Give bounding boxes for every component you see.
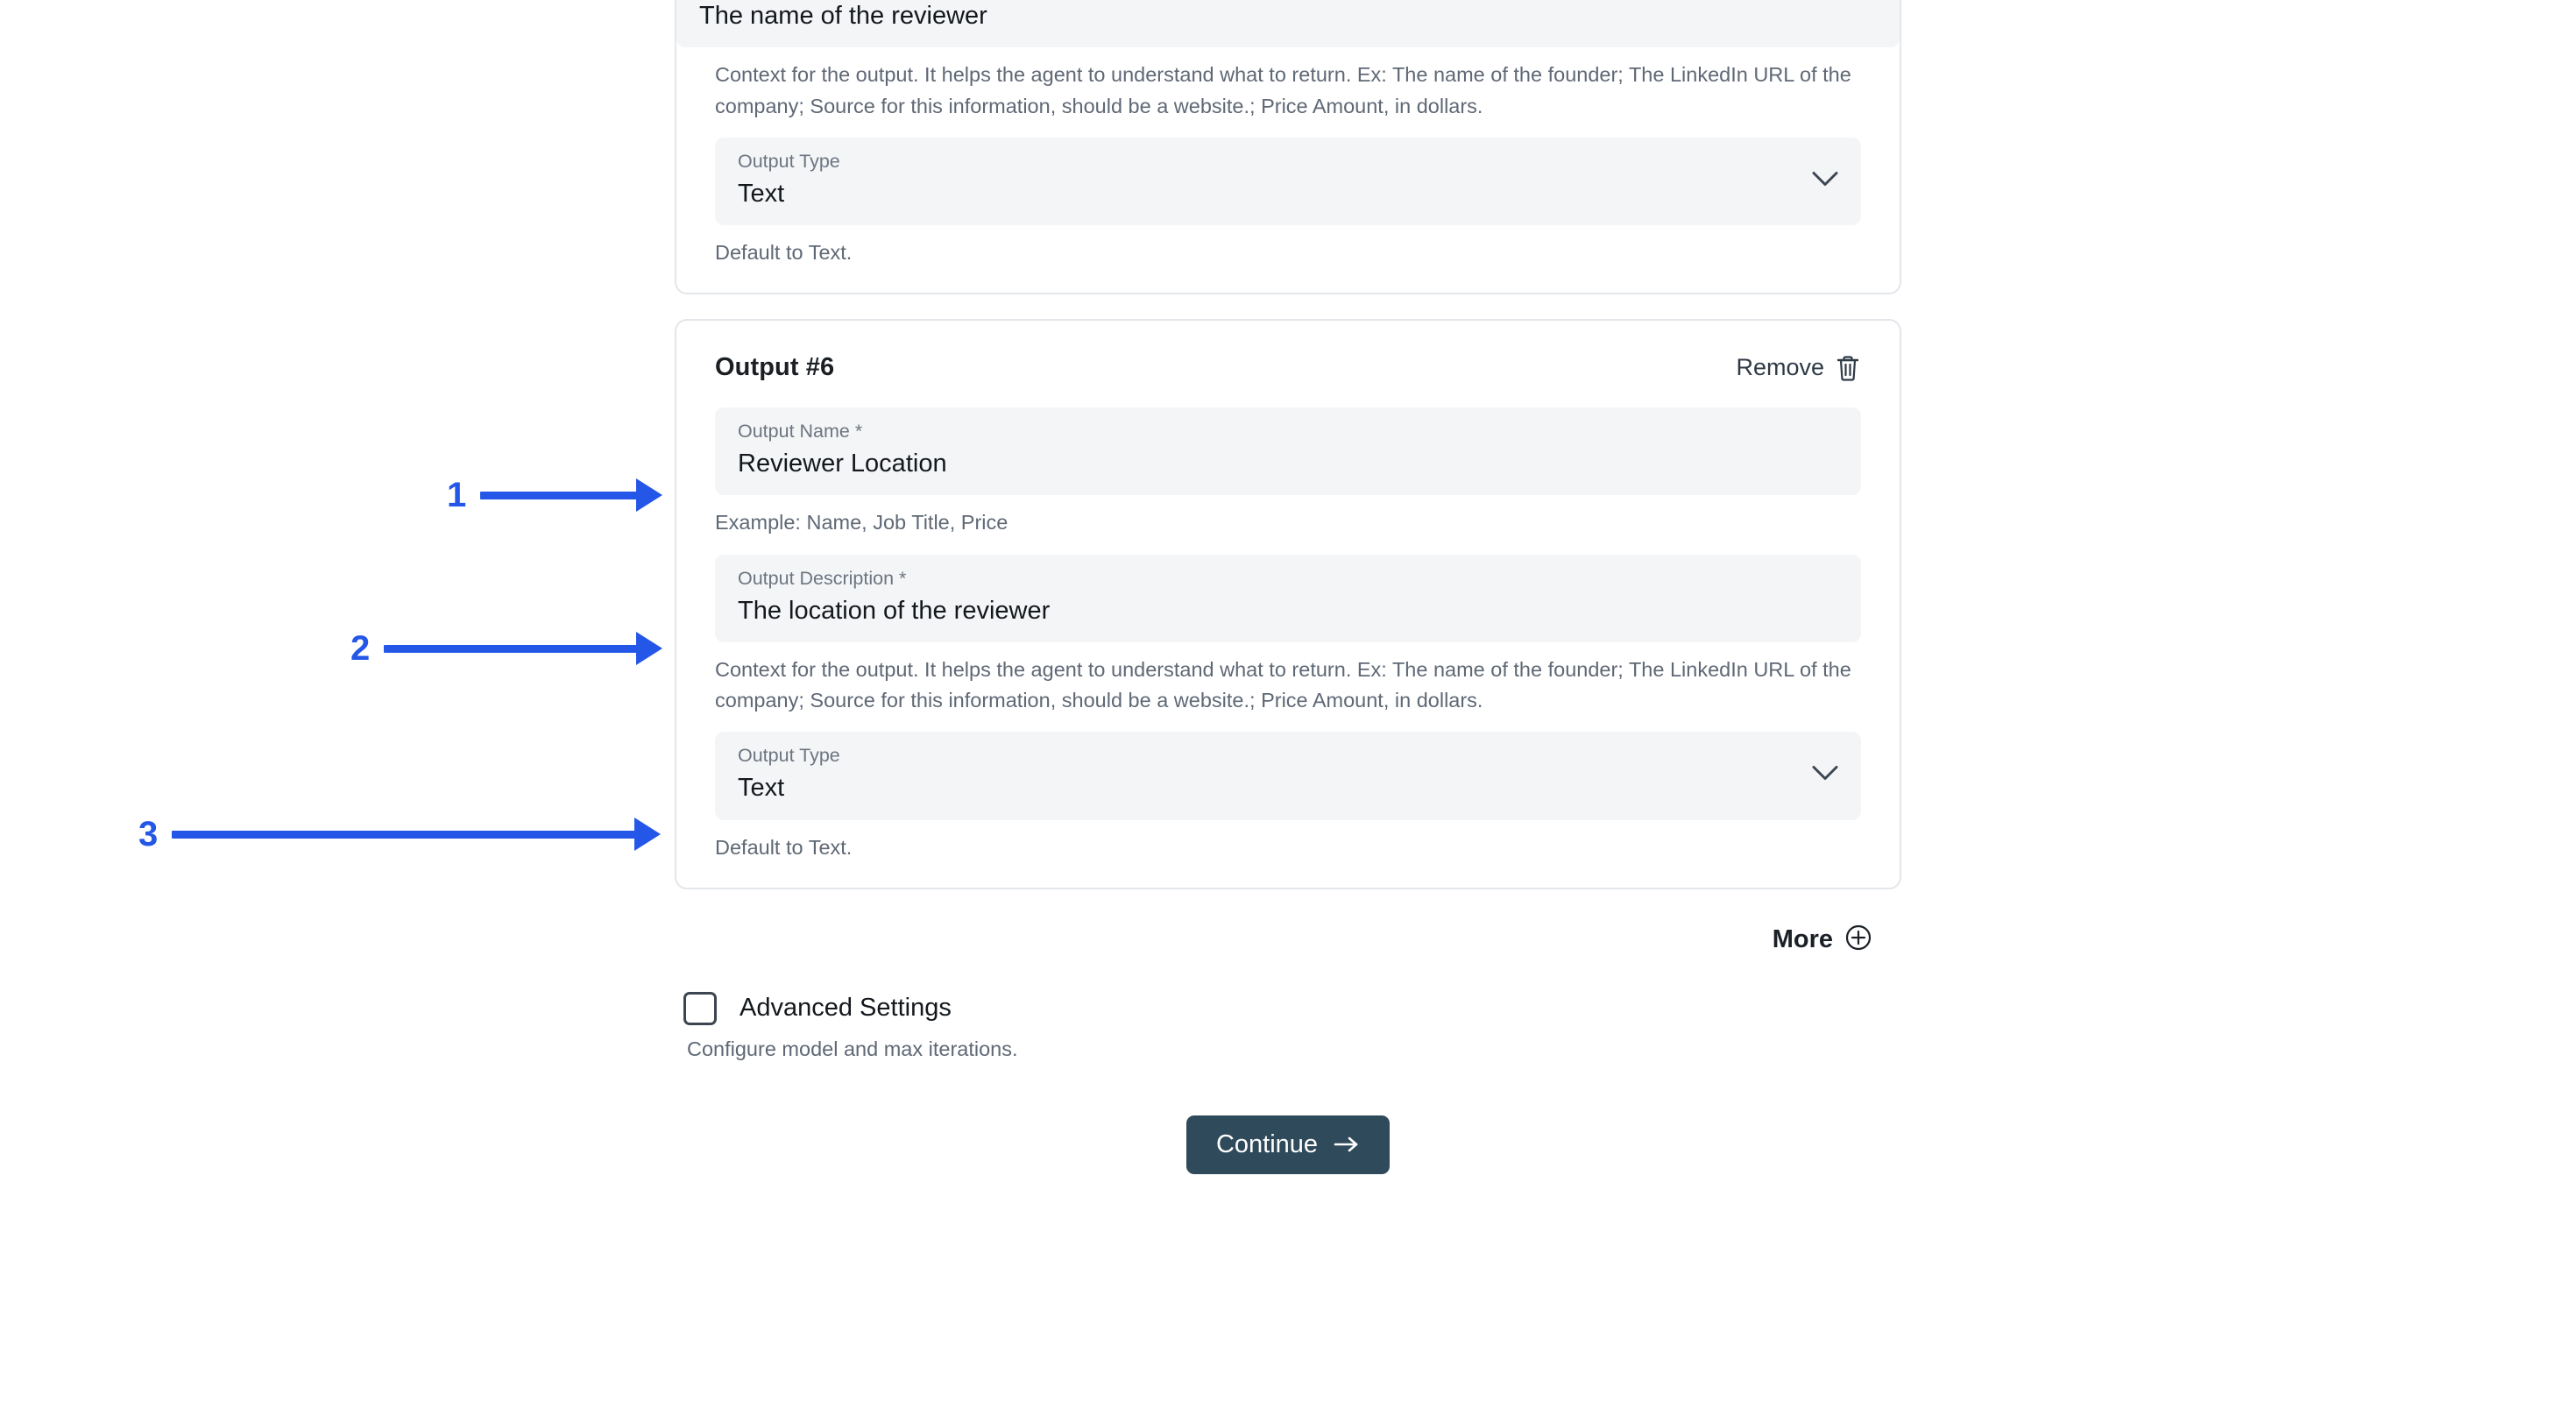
annotation-head-3 (634, 818, 661, 851)
annotation-number-1: 1 (447, 476, 467, 514)
output-type-label-previous: Output Type (738, 150, 840, 172)
output-description-value-6: The location of the reviewer (738, 596, 1051, 625)
output-type-label-6: Output Type (738, 745, 840, 767)
continue-button-label: Continue (1215, 1129, 1319, 1158)
output-type-helper-previous: Default to Text. (715, 240, 853, 264)
output-type-value-6: Text (738, 774, 785, 803)
output-card-previous (675, 0, 1901, 294)
annotation-number-3: 3 (138, 815, 159, 853)
output-card-6-header (676, 321, 1900, 392)
annotation-arrow-2 (350, 631, 662, 666)
annotation-line-2 (384, 645, 638, 653)
add-more-outputs-label: More (1772, 924, 1833, 953)
annotation-arrow-1 (447, 478, 662, 513)
output-description-helper-6: Context for the output. It helps the agent to understand what to return. Ex: The name of the founder; The LinkedIn URL of the company; Source for this information, should be a website.; Price Amount, in dollars. (715, 657, 1851, 712)
output-type-helper-6: Default to Text. (715, 835, 853, 859)
annotation-number-2: 2 (350, 629, 371, 668)
annotation-line-1 (480, 492, 638, 499)
plus-circle-icon[interactable] (1845, 924, 1872, 955)
chevron-down-icon[interactable] (1812, 766, 1838, 786)
output-settings-form (675, 0, 1901, 1174)
annotation-head-2 (636, 632, 662, 665)
output-card-6-title: Output #6 (715, 353, 835, 382)
output-name-helper-6: Example: Name, Job Title, Price (715, 511, 1008, 535)
remove-output-button[interactable] (1734, 350, 1861, 385)
output-name-input-6[interactable] (715, 407, 1861, 495)
output-description-input-6[interactable] (715, 555, 1861, 642)
footer-actions (675, 1115, 1901, 1174)
output-name-value-6: Reviewer Location (738, 450, 947, 478)
output-description-value-previous[interactable]: The name of the reviewer (676, 0, 1900, 47)
annotation-line-3 (172, 831, 636, 839)
arrow-right-icon (1334, 1136, 1360, 1153)
output-card-6 (675, 319, 1901, 889)
remove-output-label: Remove (1736, 354, 1824, 381)
output-name-label-6: Output Name * (738, 421, 863, 443)
output-type-select-previous[interactable] (715, 138, 1861, 225)
advanced-settings-description: Configure model and max iterations. (687, 1037, 1018, 1060)
annotation-head-1 (636, 478, 662, 512)
continue-button[interactable] (1186, 1115, 1390, 1174)
output-type-select-6[interactable] (715, 732, 1861, 819)
output-description-helper-previous: Context for the output. It helps the agent to understand what to return. Ex: The name of the founder; The LinkedIn URL of the company; Source for this information, should be a website.; Price Amount, in dollars. (715, 63, 1851, 117)
chevron-down-icon[interactable] (1812, 171, 1838, 191)
output-description-label-6: Output Description * (738, 567, 907, 589)
add-more-outputs-button[interactable] (675, 924, 1901, 955)
advanced-settings-label: Advanced Settings (740, 994, 952, 1023)
advanced-settings-section (675, 992, 1901, 1061)
advanced-settings-checkbox[interactable] (683, 992, 717, 1025)
trash-icon (1836, 355, 1859, 381)
annotation-arrow-3 (138, 817, 661, 852)
output-type-value-previous: Text (738, 179, 785, 208)
